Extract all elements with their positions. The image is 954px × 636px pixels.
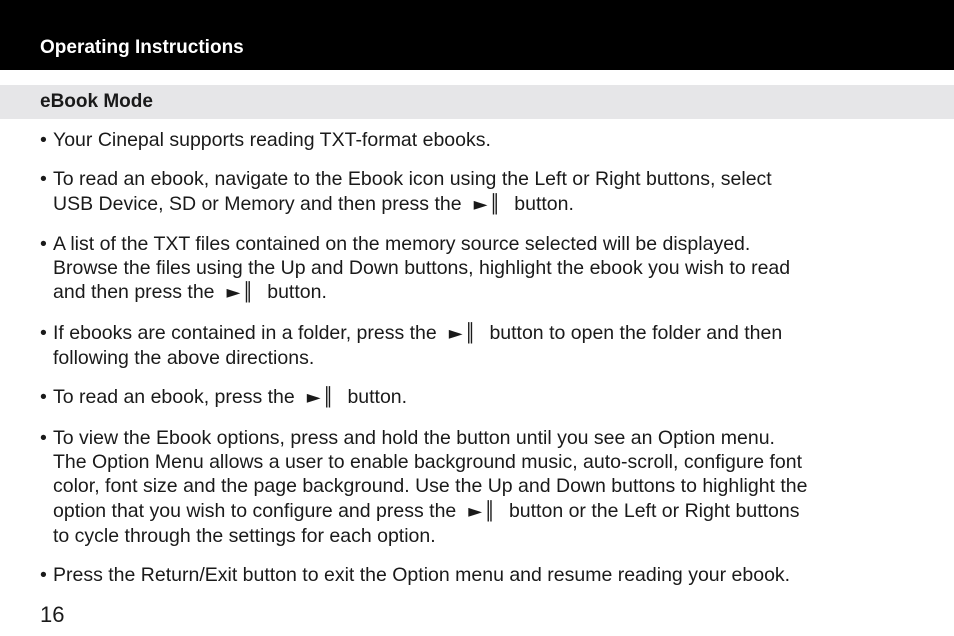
bullet-text-post: button to open the folder and then following the above directions.: [53, 321, 783, 370]
bullet-text: Press the Return/Exit button to exit the Option menu and resume reading your ebook.: [53, 564, 791, 587]
bullet-text: [53, 321, 920, 371]
play-pause-icon: ►║: [468, 500, 497, 522]
bullet-text-post: button.: [514, 192, 574, 215]
play-pause-icon: ►║: [448, 322, 478, 344]
section-bar: [0, 85, 954, 119]
list-item: [40, 321, 920, 371]
list-item: [40, 128, 920, 152]
list-item: [40, 167, 920, 217]
bullet-text-post: button.: [347, 386, 408, 409]
bullet-text-pre: If ebooks are contained in a folder, press the: [53, 321, 437, 344]
bullet-text-pre: A list of the TXT files contained on the memory source selected will be displayed. Browse the files using the Up and Down buttons, highlight the ebook you wish to read and then press the: [53, 232, 791, 304]
bullet-text: Your Cinepal supports reading TXT-format ebooks.: [53, 129, 491, 151]
bullet-text-pre: To view the Ebook options, press and hold the button until you see an Option menu. The Option Menu allows a user to enable background music, auto-scroll, configure font color, font size and the page background. Use the Up and Down buttons to highlight the option that you wish to configure and press the: [53, 426, 808, 522]
play-pause-icon: ►║: [226, 282, 256, 304]
bullet-text-pre: To read an ebook, navigate to the Ebook icon using the Left or Right buttons, select USB Device, SD or Memory and then press the: [53, 168, 772, 215]
instruction-list: [40, 128, 920, 602]
bullet-icon: •: [40, 564, 47, 587]
bullet-icon: •: [40, 232, 47, 255]
play-pause-icon: ►║: [306, 387, 336, 409]
bullet-text: [53, 385, 920, 410]
list-item: [40, 426, 920, 548]
page-number: 16: [40, 602, 65, 627]
bullet-text-post: button.: [267, 281, 327, 304]
list-item: [40, 563, 920, 587]
bullet-icon: •: [40, 426, 47, 449]
bullet-text-post: button or the Left or Right buttons to cycle through the settings for each option.: [53, 499, 800, 547]
bullet-icon: •: [40, 321, 47, 344]
bullet-text-pre: To read an ebook, press the: [53, 386, 295, 409]
play-pause-icon: ►║: [473, 193, 503, 215]
bullet-icon: •: [40, 386, 47, 409]
bullet-text: [53, 426, 920, 548]
section-title: eBook Mode: [40, 91, 153, 112]
bullet-text: [53, 232, 920, 306]
header-bar: [0, 0, 954, 70]
bullet-icon: •: [40, 129, 47, 151]
bullet-text: [53, 167, 920, 217]
list-item: [40, 232, 920, 306]
header-title: Operating Instructions: [40, 37, 244, 58]
list-item: [40, 385, 920, 410]
bullet-icon: •: [40, 168, 47, 191]
